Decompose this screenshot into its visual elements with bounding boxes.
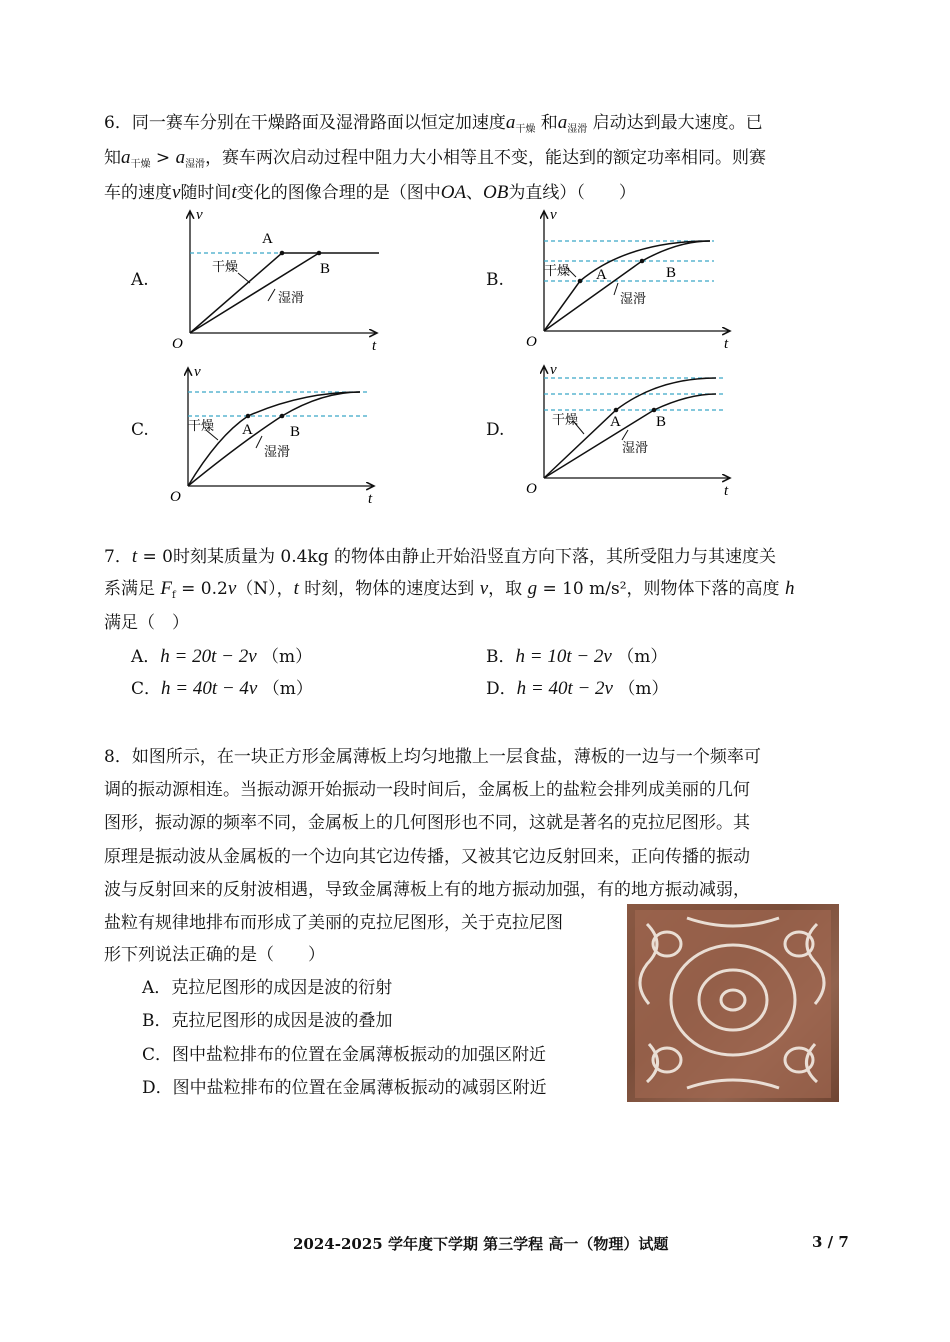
q7-option-d[interactable]: D．h = 40t − 2v （m） — [486, 678, 669, 699]
svg-text:B: B — [666, 265, 677, 281]
q8-line-5: 波与反射回来的反射波相遇，导致金属薄板上有的地方振动加强，有的地方振动减弱， — [104, 880, 750, 900]
svg-text:湿滑: 湿滑 — [264, 445, 291, 460]
svg-text:v: v — [550, 207, 557, 223]
q8-option-d[interactable]: D．图中盐粒排布的位置在金属薄板振动的减弱区附近 — [142, 1078, 547, 1098]
svg-text:v: v — [194, 364, 201, 380]
option-d-label[interactable]: D. — [486, 420, 505, 440]
q8-line-4: 原理是振动波从金属板的一个边向其它边传播，又被其它边反射回来，正向传播的振动 — [104, 847, 750, 867]
point-a — [280, 251, 285, 256]
axis-v-label: v — [196, 207, 203, 223]
q8-line-1: 8．如图所示，在一块正方形金属薄板上均匀地撒上一层食盐，薄板的一边与一个频率可 — [104, 747, 761, 767]
svg-text:t: t — [368, 491, 373, 507]
graph-b — [518, 205, 748, 355]
label-a: A — [262, 231, 273, 247]
graph-c — [162, 360, 392, 510]
label-wet: 湿滑 — [278, 291, 305, 306]
axis-t-label: t — [372, 338, 377, 354]
q8-line-6: 盐粒有规律地排布而形成了美丽的克拉尼图形，关于克拉尼图 — [104, 913, 563, 933]
svg-text:B: B — [290, 424, 301, 440]
svg-text:t: t — [724, 483, 729, 499]
dry-curve — [544, 241, 710, 331]
svg-text:A: A — [242, 422, 253, 438]
chladni-plate-photo — [627, 904, 839, 1102]
q7-line-1: 7．t = 0时刻某质量为 0.4kg 的物体由静止开始沿竖直方向下落，其所受阻力与其速度关 — [104, 546, 777, 567]
q6-line-3: 车的速度v随时间t变化的图像合理的是（图中OA、OB为直线）（ ） — [104, 182, 636, 203]
svg-text:O: O — [526, 481, 537, 497]
option-a-label[interactable]: A. — [131, 270, 149, 290]
q8-option-c[interactable]: C．图中盐粒排布的位置在金属薄板振动的加强区附近 — [142, 1045, 547, 1065]
svg-text:干燥: 干燥 — [544, 264, 571, 279]
q8-line-7: 形下列说法正确的是（ ） — [104, 945, 325, 965]
origin-label: O — [172, 336, 183, 352]
q6-line-1: 6．同一赛车分别在干燥路面及湿滑路面以恒定加速度$a_{干燥}$ 和$a_{湿滑}$ 启动达到最大速度。已 — [104, 112, 763, 135]
point-b — [317, 251, 322, 256]
svg-text:O: O — [170, 489, 181, 505]
graph-d — [518, 360, 748, 510]
graph-a — [162, 205, 392, 355]
q8-option-b[interactable]: B．克拉尼图形的成因是波的叠加 — [142, 1011, 393, 1031]
footer-title: 2024-2025 学年度下学期 第三学程 高一（物理）试题 — [293, 1235, 669, 1253]
q7-line-3: 满足（ ） — [104, 613, 189, 633]
q8-option-a[interactable]: A．克拉尼图形的成因是波的衍射 — [142, 978, 393, 998]
q8-line-2: 调的振动源相连。当振动源开始振动一段时间后，金属板上的盐粒会排列成美丽的几何 — [104, 780, 750, 800]
q7-option-c[interactable]: C．h = 40t − 4v （m） — [131, 678, 313, 699]
q7-option-a[interactable]: A．h = 20t − 2v （m） — [131, 646, 313, 667]
svg-text:湿滑: 湿滑 — [622, 441, 649, 456]
svg-text:t: t — [724, 336, 729, 352]
label-b: B — [320, 261, 331, 277]
svg-text:干燥: 干燥 — [188, 419, 215, 434]
q6-line-2: 知$a_{干燥} > a_{湿滑}$，赛车两次启动过程中阻力大小相等且不变，能达到的额定功率相同。则赛 — [104, 147, 767, 170]
svg-text:干燥: 干燥 — [552, 413, 579, 428]
svg-text:湿滑: 湿滑 — [620, 292, 647, 307]
page-number: 3 / 7 — [812, 1233, 849, 1251]
svg-text:B: B — [656, 414, 667, 430]
label-dry: 干燥 — [212, 260, 239, 275]
svg-text:v: v — [550, 362, 557, 378]
salt-pattern — [627, 904, 839, 1102]
svg-text:A: A — [596, 267, 607, 283]
svg-text:O: O — [526, 334, 537, 350]
q7-option-b[interactable]: B．h = 10t − 2v （m） — [486, 646, 668, 667]
option-c-label[interactable]: C. — [131, 420, 149, 440]
q7-line-2: 系满足 $F_f = 0.2v(N)$，t 时刻，物体的速度达到 v，取 g = 10 m/s²，则物体下落的高度 h — [104, 578, 795, 601]
q8-line-3: 图形，振动源的频率不同，金属板上的几何图形也不同，这就是著名的克拉尼图形。其 — [104, 813, 750, 833]
svg-text:A: A — [610, 414, 621, 430]
option-b-label[interactable]: B. — [486, 270, 504, 290]
